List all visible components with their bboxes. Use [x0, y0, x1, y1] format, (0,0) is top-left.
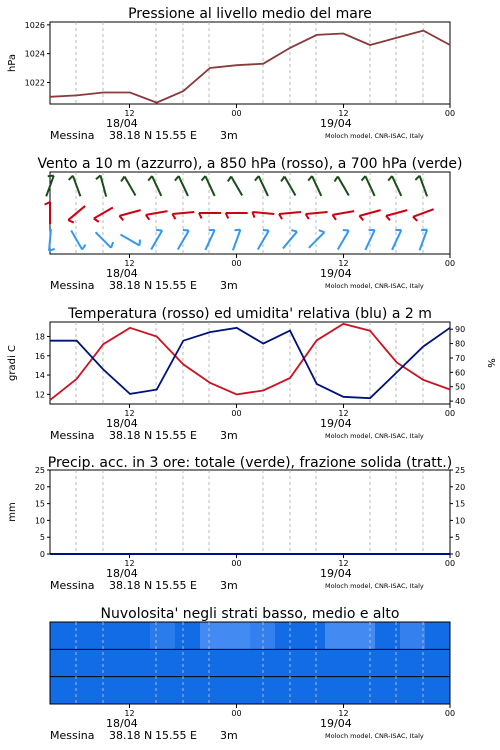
cloud-cell — [325, 622, 351, 650]
wind-barb-shaft — [386, 210, 407, 216]
wind-barb-feather — [281, 176, 284, 181]
y-right-tick-label: 25 — [455, 466, 466, 475]
y-right-tick-label: 80 — [455, 339, 466, 349]
y-tick-label: 0 — [39, 550, 45, 559]
cloud-cell — [75, 622, 101, 650]
wind-barb-shaft — [68, 206, 85, 220]
wind-barb-shaft — [151, 230, 162, 249]
wind-barb-shaft — [71, 230, 82, 249]
date-label: 18/04 — [106, 117, 138, 130]
cloud-cell — [300, 649, 326, 677]
cloud-cell — [425, 649, 451, 677]
wind-barb-shaft — [338, 176, 349, 195]
location-name: Messina — [50, 129, 95, 142]
cloud-cell — [325, 649, 351, 677]
wind-barb-feather — [228, 176, 231, 181]
wind-barb — [199, 213, 221, 218]
cloud-cell — [325, 677, 351, 705]
cloud-cell — [125, 622, 151, 650]
wind-barb — [228, 176, 242, 195]
x-tick-label: 00 — [231, 259, 242, 268]
wind-barb-shaft — [309, 232, 325, 248]
cloud-cell — [75, 677, 101, 705]
cloud-cell — [225, 649, 251, 677]
wind-barb-shaft — [312, 176, 321, 196]
location-elev: 3m — [220, 429, 238, 442]
location-lon: 15.55 E — [155, 729, 197, 742]
cloud-cell — [125, 649, 151, 677]
wind-barb — [121, 176, 135, 195]
location-lat: 38.18 N — [109, 129, 153, 142]
humidity-line — [50, 328, 450, 398]
y-right-tick-label: 5 — [455, 533, 461, 543]
x-tick-label: 00 — [444, 259, 456, 268]
date-label: 19/04 — [320, 417, 352, 430]
wind-barb — [309, 230, 325, 248]
wind-barb — [151, 230, 162, 250]
model-credit: Moloch model, CNR-ISAC, Italy — [325, 582, 424, 590]
y-right-tick-label: 50 — [455, 382, 466, 392]
location-lat: 38.18 N — [109, 729, 153, 742]
wind-barb-feather — [119, 216, 123, 221]
wind-barb-feather — [255, 176, 259, 181]
model-credit: Moloch model, CNR-ISAC, Italy — [325, 282, 424, 290]
cloud-cell — [100, 677, 126, 705]
wind-barb-shaft — [231, 176, 242, 195]
cloud-cell — [375, 649, 401, 677]
wind-barb — [120, 235, 140, 246]
y-tick-label: 12 — [34, 390, 45, 400]
wind-barb-shaft — [120, 235, 139, 246]
chart-title: Vento a 10 m (azzurro), a 850 hPa (rosso), a 700 hPa (verde) — [37, 156, 463, 172]
wind-barb-shaft — [306, 212, 328, 214]
location-lon: 15.55 E — [155, 129, 197, 142]
wind-barb — [68, 206, 85, 223]
x-tick-label: 12 — [338, 109, 349, 118]
cloud-cell — [200, 677, 226, 705]
y-tick-label: 14 — [34, 371, 45, 381]
wind-barb-feather — [82, 245, 85, 250]
wind-barb-feather — [48, 176, 54, 177]
y-right-axis-label: % — [485, 358, 496, 368]
wind-barb — [96, 232, 114, 248]
cloud-cell — [425, 622, 451, 650]
wind-barb — [306, 212, 328, 219]
wind-barb — [338, 230, 349, 250]
cloud-cell — [75, 649, 101, 677]
x-tick-label: 12 — [124, 559, 135, 568]
wind-barb — [226, 213, 248, 218]
y-tick-label: 20 — [34, 482, 45, 492]
cloud-cell — [100, 622, 126, 650]
x-tick-label: 12 — [338, 409, 349, 418]
location-elev: 3m — [220, 129, 238, 142]
wind-barb-feather — [96, 175, 101, 179]
cloud-cell — [275, 677, 301, 705]
x-tick-label: 12 — [338, 259, 349, 268]
cloud-cell — [200, 622, 226, 650]
location-lat: 38.18 N — [109, 429, 153, 442]
x-tick-label: 00 — [444, 109, 456, 118]
location-name: Messina — [50, 429, 95, 442]
x-tick-label: 00 — [444, 709, 456, 718]
cloud-cell — [400, 622, 426, 650]
wind-barb-shaft — [73, 176, 81, 197]
cloud-cell — [225, 622, 251, 650]
wind-barb-feather — [388, 176, 392, 181]
location-elev: 3m — [220, 729, 238, 742]
location-lon: 15.55 E — [155, 429, 197, 442]
cloud-cell — [425, 677, 451, 705]
location-name: Messina — [50, 279, 95, 292]
x-tick-label: 12 — [124, 109, 135, 118]
date-label: 19/04 — [320, 117, 352, 130]
x-tick-label: 00 — [444, 409, 456, 418]
cloud-cell — [275, 649, 301, 677]
cloud-cell — [400, 649, 426, 677]
cloud-cell — [375, 622, 401, 650]
chart-title: Nuvolosita' negli strati basso, medio e alto — [100, 606, 400, 622]
model-credit: Moloch model, CNR-ISAC, Italy — [325, 432, 424, 440]
x-tick-label: 00 — [231, 409, 242, 418]
location-lon: 15.55 E — [155, 579, 197, 592]
x-tick-label: 12 — [338, 709, 349, 718]
wind-barb-shaft — [338, 230, 349, 249]
wind-barb-shaft — [252, 212, 274, 214]
wind-barb-feather — [111, 242, 113, 248]
wind-barb — [334, 176, 348, 195]
wind-barb-shaft — [205, 176, 214, 196]
wind-barb-shaft — [333, 211, 355, 215]
date-label: 18/04 — [106, 717, 138, 730]
wind-barb-feather — [121, 176, 124, 181]
y-tick-label: 25 — [34, 466, 45, 475]
panel-frame — [50, 470, 450, 554]
date-label: 19/04 — [320, 567, 352, 580]
y-tick-label: 10 — [34, 516, 45, 526]
cloud-cell — [400, 677, 426, 705]
x-tick-label: 00 — [231, 109, 242, 118]
date-label: 19/04 — [320, 267, 352, 280]
x-tick-label: 00 — [444, 559, 456, 568]
wind-barb — [45, 202, 50, 224]
location-lon: 15.55 E — [155, 279, 197, 292]
wind-barb-feather — [333, 215, 337, 220]
y-tick-label: 16 — [34, 351, 45, 361]
wind-barb-shaft — [119, 210, 140, 216]
wind-barb-feather — [308, 176, 312, 181]
model-credit: Moloch model, CNR-ISAC, Italy — [325, 132, 424, 140]
wind-barb — [362, 176, 375, 196]
wind-barb-feather — [234, 230, 240, 231]
y-axis-label: hPa — [7, 53, 18, 73]
y-tick-label: 5 — [39, 533, 45, 543]
wind-barb-feather — [291, 230, 297, 231]
wind-barb — [69, 176, 81, 197]
wind-barb — [96, 175, 106, 196]
location-name: Messina — [50, 579, 95, 592]
wind-barb-shaft — [152, 176, 161, 196]
wind-barb — [71, 230, 85, 249]
wind-barb — [281, 176, 295, 195]
wind-barb-shaft — [172, 212, 194, 214]
y-tick-label: 1026 — [24, 20, 45, 30]
y-axis-label: mm — [7, 502, 18, 522]
wind-barb-shaft — [146, 211, 168, 215]
y-tick-label: 18 — [34, 332, 45, 342]
wind-barb-feather — [68, 220, 73, 222]
x-tick-label: 12 — [124, 259, 135, 268]
wind-barb — [202, 176, 215, 196]
y-right-tick-label: 10 — [455, 516, 466, 526]
date-label: 18/04 — [106, 267, 138, 280]
cloud-cell — [100, 649, 126, 677]
wind-barb-feather — [421, 230, 427, 231]
y-tick-label: 15 — [34, 499, 45, 509]
cloud-cell — [175, 649, 201, 677]
wind-barb — [388, 176, 401, 196]
y-axis-label: gradi C — [7, 345, 18, 381]
wind-barb-shaft — [233, 230, 241, 251]
y-tick-label: 1022 — [24, 78, 45, 88]
wind-barb-feather — [415, 176, 419, 180]
y-right-tick-label: 20 — [455, 482, 466, 492]
wind-barb-feather — [202, 176, 206, 181]
cloud-cell — [300, 622, 326, 650]
wind-barb-shaft — [49, 229, 51, 251]
location-elev: 3m — [220, 279, 238, 292]
cloud-cell — [175, 677, 201, 705]
cloud-cell — [50, 649, 76, 677]
y-right-tick-label: 0 — [455, 550, 461, 559]
date-label: 18/04 — [106, 567, 138, 580]
y-right-tick-label: 70 — [455, 353, 466, 363]
wind-barb-feather — [413, 217, 417, 221]
cloud-cell — [375, 677, 401, 705]
cloud-cell — [275, 622, 301, 650]
cloud-cell — [150, 622, 176, 650]
wind-barb-shaft — [279, 212, 301, 214]
wind-barb-feather — [146, 215, 150, 220]
wind-barb-shaft — [392, 230, 401, 250]
wind-barb — [119, 210, 140, 220]
cloud-cell — [50, 677, 76, 705]
chart-title: Temperatura (rosso) ed umidita' relativa (blu) a 2 m — [68, 306, 432, 322]
cloud-cell — [350, 677, 376, 705]
wind-barb — [175, 176, 188, 196]
y-tick-label: 1024 — [24, 49, 45, 59]
wind-barb — [308, 176, 321, 196]
wind-barb — [233, 230, 241, 251]
y-right-tick-label: 60 — [455, 368, 466, 378]
wind-barb-feather — [386, 216, 390, 221]
cloud-cell — [225, 677, 251, 705]
wind-barb-shaft — [392, 176, 401, 196]
x-tick-label: 12 — [124, 709, 135, 718]
wind-barb — [415, 176, 427, 197]
location-name: Messina — [50, 729, 95, 742]
wind-barb-feather — [319, 230, 325, 232]
wind-barb-feather — [69, 176, 73, 180]
wind-barb-feather — [94, 219, 99, 222]
x-tick-label: 00 — [231, 709, 242, 718]
cloud-cell — [150, 649, 176, 677]
wind-barb-shaft — [205, 230, 214, 250]
model-credit: Moloch model, CNR-ISAC, Italy — [325, 732, 424, 740]
pressure-line — [50, 31, 450, 103]
panel-frame — [50, 172, 450, 254]
y-right-tick-label: 15 — [455, 499, 466, 509]
wind-barb — [333, 211, 355, 220]
wind-barb-feather — [334, 176, 337, 181]
cloud-cell — [200, 649, 226, 677]
date-label: 19/04 — [320, 717, 352, 730]
cloud-cell — [125, 677, 151, 705]
wind-barb — [148, 176, 161, 196]
chart-title: Pressione al livello medio del mare — [128, 6, 372, 22]
x-tick-label: 12 — [338, 559, 349, 568]
location-lat: 38.18 N — [109, 279, 153, 292]
wind-barb — [255, 176, 268, 196]
wind-barb-feather — [359, 216, 363, 221]
wind-barb-shaft — [125, 176, 136, 195]
date-label: 18/04 — [106, 417, 138, 430]
wind-barb-feather — [148, 176, 152, 181]
cloud-cell — [350, 622, 376, 650]
wind-barb-feather — [362, 176, 366, 181]
wind-barb — [392, 230, 401, 250]
cloud-cell — [350, 649, 376, 677]
wind-barb — [146, 211, 168, 220]
wind-barb-feather — [175, 176, 179, 181]
cloud-cell — [175, 622, 201, 650]
y-right-tick-label: 90 — [455, 325, 466, 335]
y-right-tick-label: 40 — [455, 397, 466, 407]
cloud-cell — [50, 622, 76, 650]
cloud-cell — [300, 677, 326, 705]
location-lat: 38.18 N — [109, 579, 153, 592]
location-elev: 3m — [220, 579, 238, 592]
wind-barb — [49, 229, 55, 251]
wind-barb — [205, 230, 214, 250]
wind-barb — [386, 210, 407, 220]
cloud-cell — [150, 677, 176, 705]
x-tick-label: 00 — [231, 559, 242, 568]
x-tick-label: 12 — [124, 409, 135, 418]
chart-title: Precip. acc. in 3 ore: totale (verde), frazione solida (tratt.) — [47, 455, 453, 471]
